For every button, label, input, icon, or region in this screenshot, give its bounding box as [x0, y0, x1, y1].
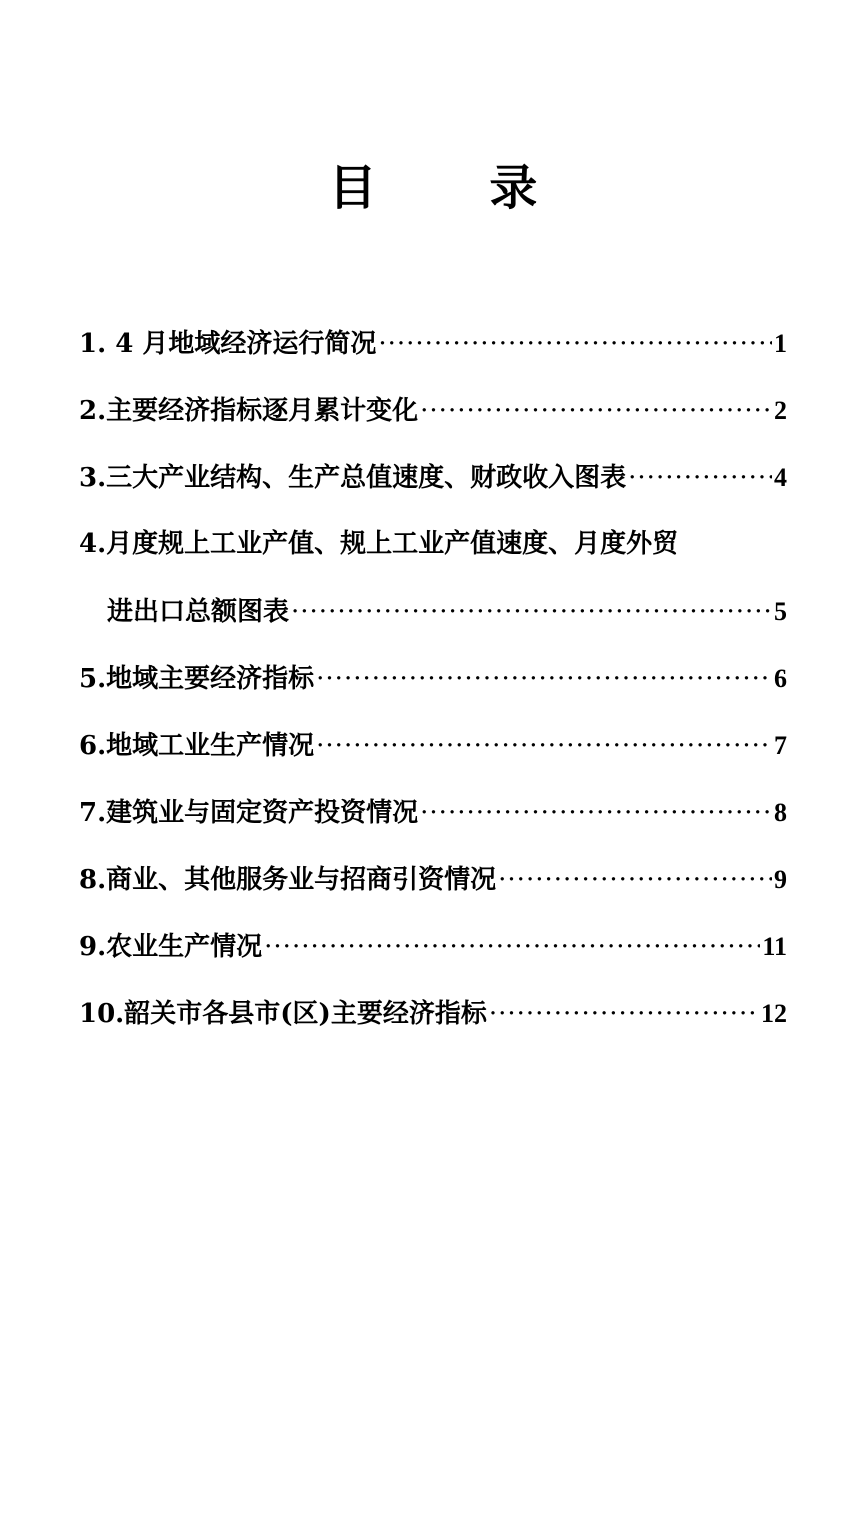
toc-entry-5	[79, 645, 787, 712]
toc-entry-label: 进出口总额图表	[107, 597, 290, 627]
toc-page-number: 8	[774, 798, 787, 827]
toc-dot-leader	[291, 579, 772, 646]
toc-page-number: 1	[774, 329, 787, 358]
toc-page-number: 12	[761, 999, 787, 1028]
toc-dot-leader	[420, 780, 772, 847]
toc-page-number: 4	[774, 463, 787, 492]
toc-dot-leader	[498, 847, 772, 914]
toc-page-number: 2	[774, 396, 787, 425]
page-title: 目 录	[328, 160, 586, 216]
toc-page-number: 11	[762, 932, 787, 961]
toc-dot-leader	[316, 646, 772, 713]
toc-page-number: 5	[774, 597, 787, 626]
toc-entry-label: 4.月度规上工业产值、规上工业产值速度、月度外贸	[79, 529, 679, 559]
toc-entry-label: 6.地域工业生产情况	[79, 731, 315, 761]
toc-entry-4	[79, 511, 787, 578]
toc-entry-8	[79, 846, 787, 913]
toc-dot-leader	[420, 378, 772, 445]
toc-entry-label: 3.三大产业结构、生产总值速度、财政收入图表	[79, 463, 627, 493]
toc-entry-6	[79, 712, 787, 779]
toc-entry-9	[79, 913, 787, 980]
toc-dot-leader	[316, 713, 772, 780]
toc-entry-3	[79, 444, 787, 511]
toc-dot-leader	[378, 311, 772, 378]
toc-entry-label: 8.商业、其他服务业与招商引资情况	[79, 865, 497, 895]
table-of-contents	[79, 310, 787, 1047]
toc-entry-label: 10.韶关市各县市(区)主要经济指标	[79, 999, 487, 1029]
toc-entry-label: 7.建筑业与固定资产投资情况	[79, 798, 419, 828]
toc-entry-label: 2.主要经济指标逐月累计变化	[79, 396, 419, 426]
toc-entry-2	[79, 377, 787, 444]
toc-dot-leader	[489, 981, 759, 1048]
toc-entry-label: 9.农业生产情况	[79, 932, 263, 962]
toc-page-number: 6	[774, 664, 787, 693]
toc-page-number: 9	[774, 865, 787, 894]
toc-entry-1	[79, 310, 787, 377]
toc-page-number: 7	[774, 731, 787, 760]
toc-entry-label: 1. 4 月地域经济运行简况	[79, 329, 377, 359]
toc-entry-label: 5.地域主要经济指标	[79, 664, 315, 694]
toc-dot-leader	[628, 445, 772, 512]
toc-dot-leader	[264, 914, 760, 981]
toc-entry-7	[79, 779, 787, 846]
toc-entry-4-continued	[79, 578, 787, 645]
toc-entry-10	[79, 980, 787, 1047]
